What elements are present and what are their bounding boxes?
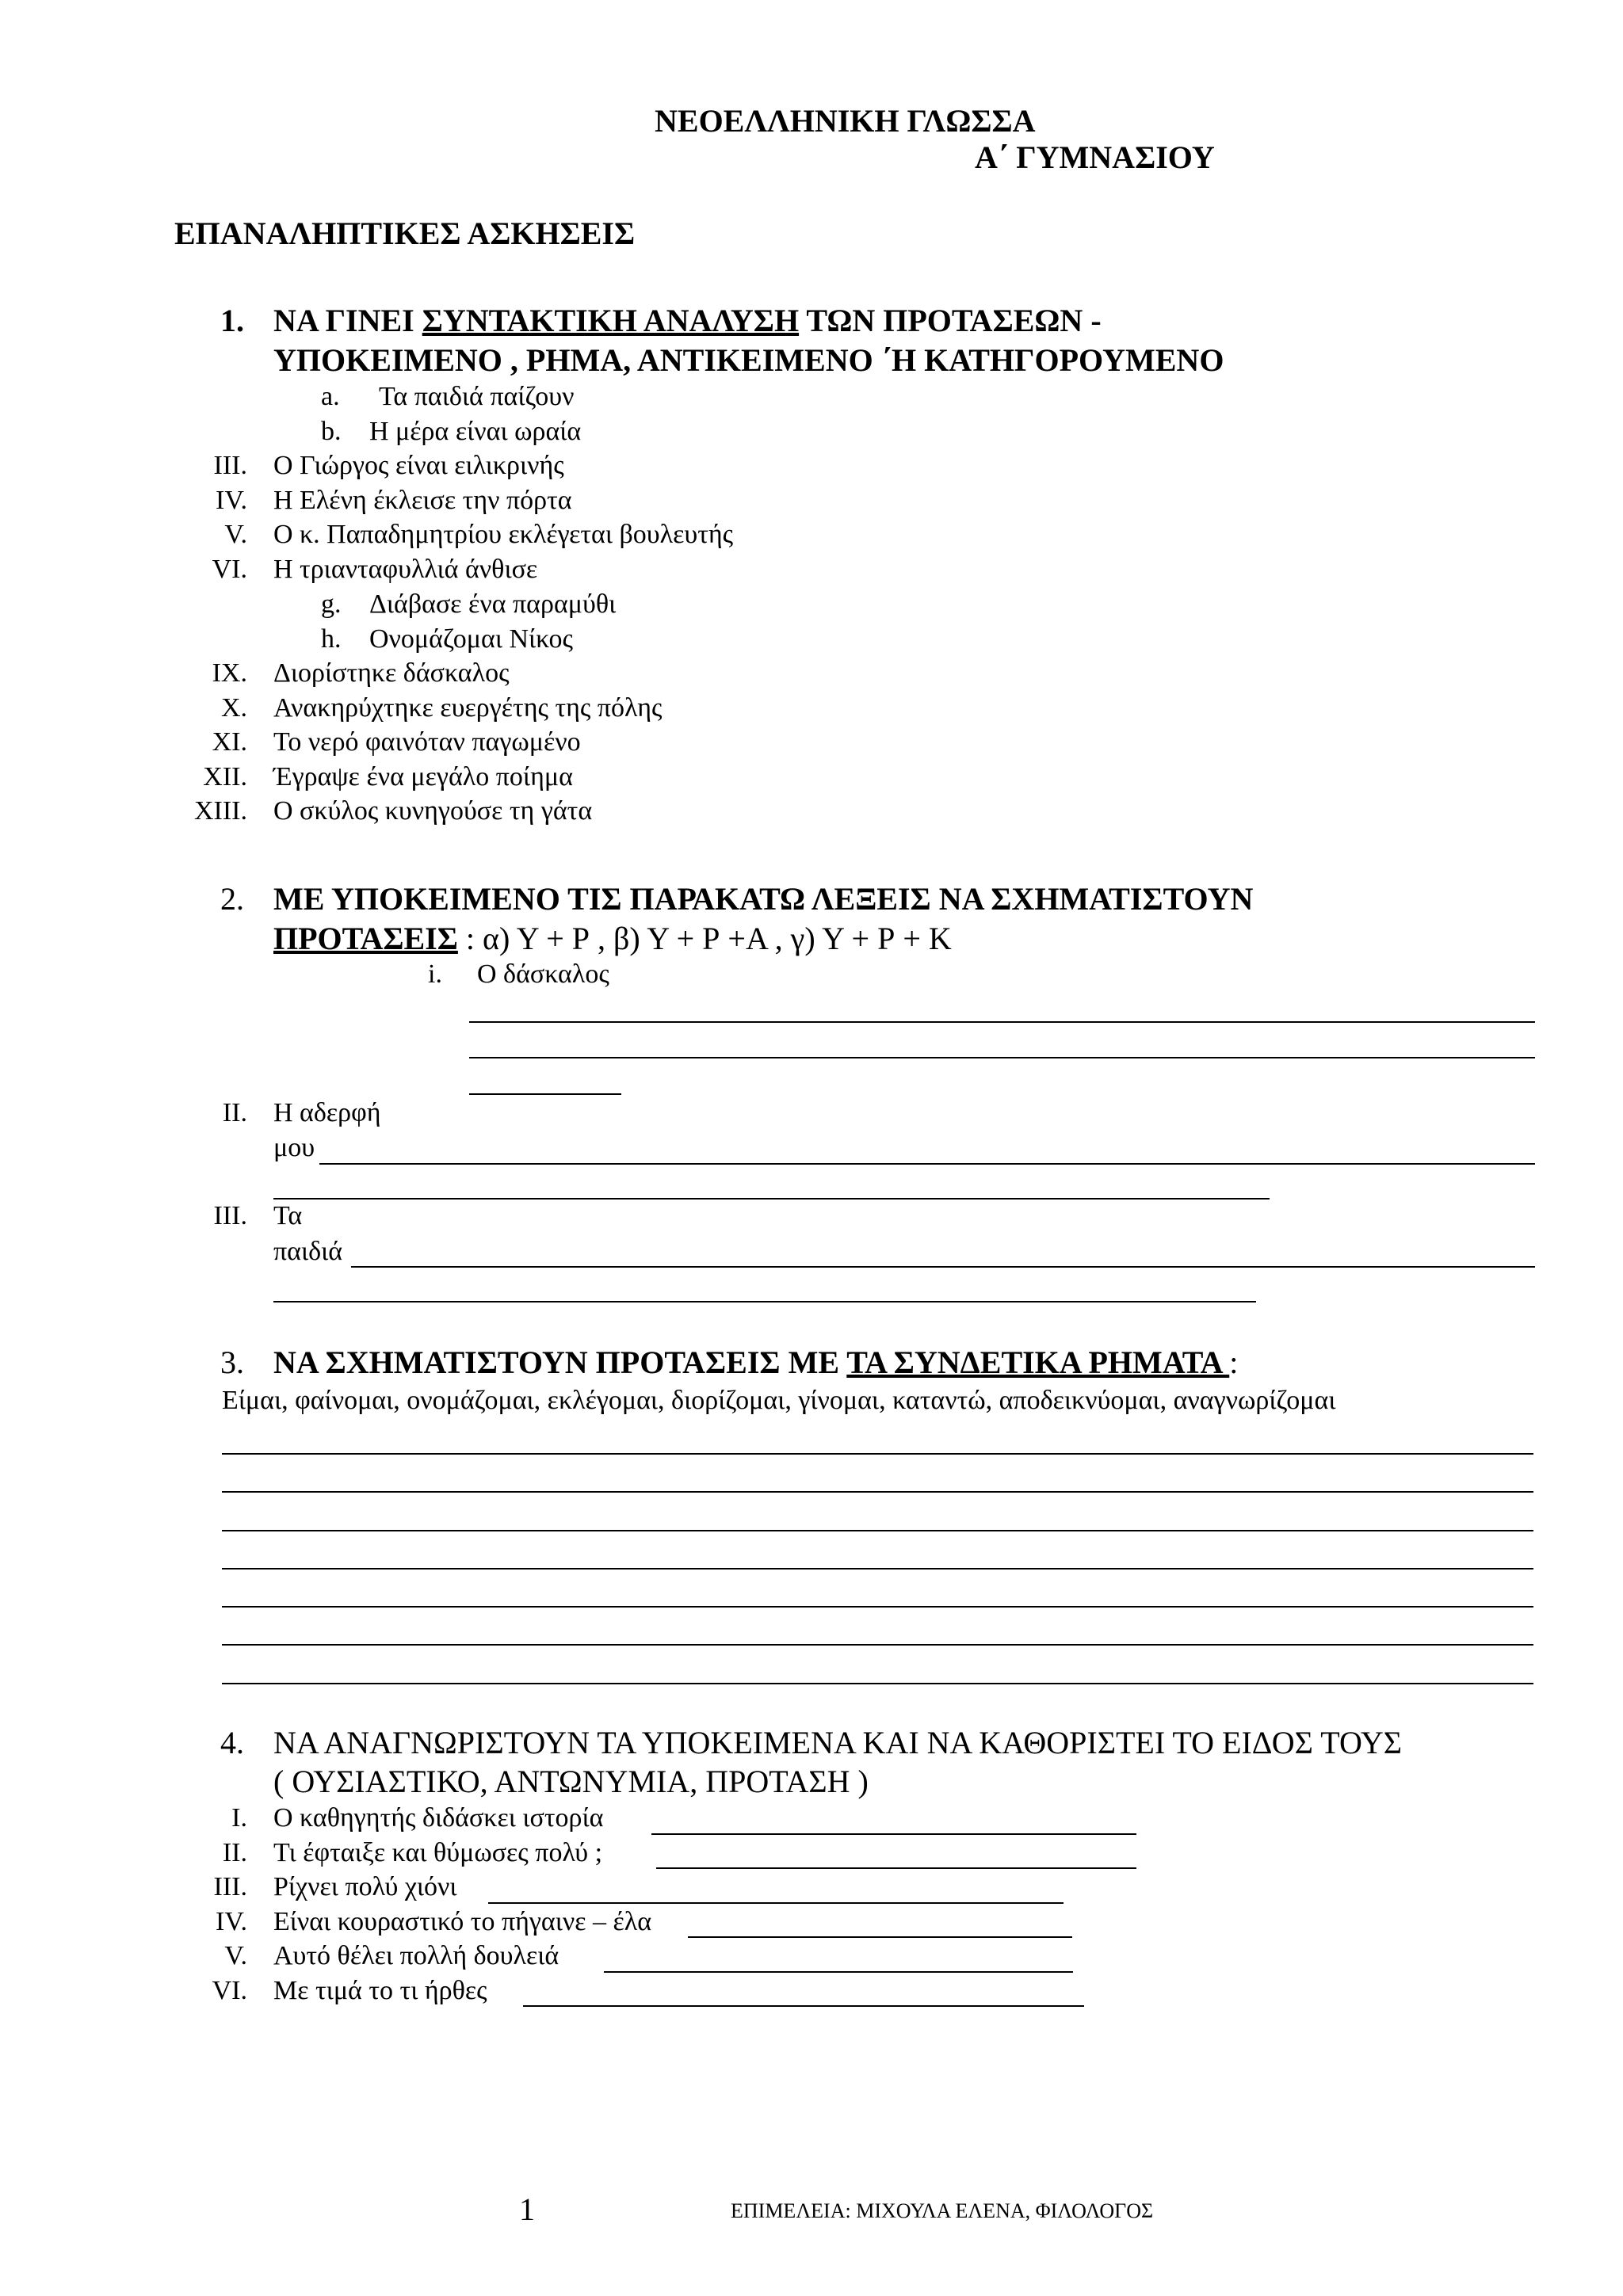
answer-line[interactable] xyxy=(222,1606,1533,1608)
footer-credit: ΕΠΙΜΕΛΕΙΑ: ΜΙΧΟΥΛΑ ΕΛΕΝΑ, ΦΙΛΟΛΟΓΟΣ xyxy=(731,2199,1154,2222)
answer-line[interactable] xyxy=(273,1301,1256,1302)
exercise-1-item-label: V. xyxy=(224,520,247,549)
answer-line[interactable] xyxy=(469,1093,621,1095)
exercise-4-item-label: II. xyxy=(222,1838,247,1867)
exercise-4-item-text: Ρίχνει πολύ χιόνι xyxy=(273,1872,457,1901)
answer-line[interactable] xyxy=(222,1453,1533,1455)
exercise-3-number: 3. xyxy=(220,1344,244,1380)
exercise-1-item-text: Διάβασε ένα παραμύθι xyxy=(369,589,617,619)
exercise-3-heading-underlined: ΤΑ ΣΥΝΔΕΤΙΚΑ ΡΗΜΑΤΑ xyxy=(846,1344,1230,1380)
answer-line[interactable] xyxy=(469,1021,1535,1023)
page-number: 1 xyxy=(519,2191,535,2227)
exercise-1-item-text: Η Ελένη έκλεισε την πόρτα xyxy=(273,486,572,515)
exercise-4-heading: ΝΑ ΑΝΑΓΝΩΡΙΣΤΟΥΝ ΤΑ ΥΠΟΚΕΙΜΕΝΑ ΚΑΙ ΝΑ ΚΑΘΟΡΙΣΤΕΙ ΤΟ ΕΙΔΟΣ ΤΟΥΣ xyxy=(273,1725,1403,1760)
exercise-4-number: 4. xyxy=(220,1725,244,1760)
exercise-1-item-label: XII. xyxy=(203,762,247,791)
exercise-1-item-text: Ο σκύλος κυνηγούσε τη γάτα xyxy=(273,796,593,826)
section-title: ΕΠΑΝΑΛΗΠΤΙΚΕΣ ΑΣΚΗΣΕΙΣ xyxy=(174,215,636,251)
answer-line[interactable] xyxy=(273,1198,1270,1199)
exercise-1-heading-part: ΤΩΝ ΠΡΟΤΑΣΕΩΝ - xyxy=(799,303,1102,338)
answer-line[interactable] xyxy=(222,1644,1533,1646)
exercise-2-heading: ΜΕ ΥΠΟΚΕΙΜΕΝΟ ΤΙΣ ΠΑΡΑΚΑΤΩ ΛΕΞΕΙΣ ΝΑ ΣΧΗΜΑΤΙΣΤΟΥΝ xyxy=(273,881,1254,917)
exercise-1-item-label: g. xyxy=(321,589,342,619)
exercise-1-item-text: Ανακηρύχτηκε ευεργέτης της πόλης xyxy=(273,693,663,723)
exercise-4-item-label: V. xyxy=(224,1941,247,1970)
exercise-2-number: 2. xyxy=(220,881,244,917)
answer-line[interactable] xyxy=(351,1266,1535,1268)
exercise-1-item-text: Ονομάζομαι Νίκος xyxy=(369,624,574,654)
exercise-1-item-text: Ο Γιώργος είναι ειλικρινής xyxy=(273,451,564,480)
exercise-2-item-label: i. xyxy=(428,959,442,989)
exercise-3-heading xyxy=(273,1344,1238,1381)
answer-line[interactable] xyxy=(222,1491,1533,1493)
answer-line[interactable] xyxy=(651,1833,1136,1835)
exercise-1-item-label: XI. xyxy=(212,727,247,757)
exercise-2-item-text: Ο δάσκαλος xyxy=(477,959,609,989)
grade-label: Α΄ ΓΥΜΝΑΣΙΟΥ xyxy=(975,139,1215,175)
exercise-3-heading-colon: : xyxy=(1229,1344,1239,1380)
exercise-1-item-label: IV. xyxy=(216,486,247,515)
exercise-1-item-text: Τα παιδιά παίζουν xyxy=(379,382,575,411)
exercise-1-item-text: Η μέρα είναι ωραία xyxy=(369,417,582,446)
exercise-4-item-text: Τι έφταιξε και θύμωσες πολύ ; xyxy=(273,1838,603,1867)
answer-line[interactable] xyxy=(604,1971,1073,1973)
exercise-4-item-text: Αυτό θέλει πολλή δουλειά xyxy=(273,1941,559,1970)
answer-line[interactable] xyxy=(319,1163,1535,1165)
exercise-2-item-text: μου xyxy=(273,1133,315,1162)
exercise-1-item-label: a. xyxy=(321,382,340,411)
exercise-1-item-text: Ο κ. Παπαδημητρίου εκλέγεται βουλευτής xyxy=(273,520,734,549)
exercise-1-heading-part: ΝΑ ΓΙΝΕΙ xyxy=(273,303,422,338)
exercise-2-item-text: παιδιά xyxy=(273,1237,343,1266)
answer-line[interactable] xyxy=(656,1867,1136,1869)
answer-line[interactable] xyxy=(469,1057,1535,1058)
answer-line[interactable] xyxy=(222,1568,1533,1569)
document-title: ΝΕΟΕΛΛΗΝΙΚΗ ΓΛΩΣΣΑ xyxy=(655,103,1036,139)
exercise-4-item-label: III. xyxy=(213,1872,247,1901)
answer-line[interactable] xyxy=(222,1683,1533,1684)
exercise-3-verb-list: Είμαι, φαίνομαι, ονομάζομαι, εκλέγομαι, διορίζομαι, γίνομαι, καταντώ, αποδεικνύομαι, αναγνωρίζομαι xyxy=(222,1386,1336,1415)
exercise-3-heading-bold: ΝΑ ΣΧΗΜΑΤΙΣΤΟΥΝ ΠΡΟΤΑΣΕΙΣ ΜΕ xyxy=(273,1344,847,1380)
exercise-4-item-label: VI. xyxy=(212,1976,247,2005)
answer-line[interactable] xyxy=(523,2005,1084,2007)
exercise-2-item-text: Η αδερφή xyxy=(273,1098,381,1127)
answer-line[interactable] xyxy=(488,1902,1064,1904)
exercise-1-item-text: Η τριανταφυλλιά άνθισε xyxy=(273,555,538,584)
exercise-2-item-label: III. xyxy=(213,1201,247,1230)
exercise-1-item-label: h. xyxy=(321,624,342,654)
exercise-1-item-label: XIII. xyxy=(193,796,247,826)
exercise-4-item-text: Ο καθηγητής διδάσκει ιστορία xyxy=(273,1803,604,1833)
exercise-1-item-label: IX. xyxy=(212,658,247,688)
exercise-1-heading-underlined: ΣΥΝΤΑΚΤΙΚΗ ΑΝΑΛΥΣΗ xyxy=(422,303,800,338)
exercise-1-item-text: Το νερό φαινόταν παγωμένο xyxy=(273,727,581,757)
exercise-1-item-text: Έγραψε ένα μεγάλο ποίημα xyxy=(273,762,573,791)
exercise-1-item-label: III. xyxy=(213,451,247,480)
exercise-1-number: 1. xyxy=(220,303,244,338)
exercise-2-heading-formula: : α) Υ + Ρ , β) Υ + Ρ +Α , γ) Υ + Ρ + Κ xyxy=(457,921,952,956)
exercise-1-item-label: b. xyxy=(321,417,342,446)
exercise-2-item-label: II. xyxy=(222,1098,247,1127)
exercise-4-heading-line2: ( ΟΥΣΙΑΣΤΙΚΟ, ΑΝΤΩΝΥΜΙΑ, ΠΡΟΤΑΣΗ ) xyxy=(273,1764,869,1799)
exercise-2-heading-line2 xyxy=(273,921,952,957)
exercise-1-heading-line2: ΥΠΟΚΕΙΜΕΝΟ , ΡΗΜΑ, ΑΝΤΙΚΕΙΜΕΝΟ ΄Η ΚΑΤΗΓΟΡΟΥΜΕΝΟ xyxy=(273,342,1224,378)
exercise-1-item-label: X. xyxy=(220,693,247,723)
exercise-2-item-text: Τα xyxy=(273,1201,303,1230)
answer-line[interactable] xyxy=(222,1530,1533,1531)
exercise-4-item-label: IV. xyxy=(216,1907,247,1936)
exercise-1-item-text: Διορίστηκε δάσκαλος xyxy=(273,658,510,688)
exercise-1-heading xyxy=(273,303,1102,339)
exercise-1-item-label: VI. xyxy=(212,555,247,584)
exercise-4-item-text: Με τιμά το τι ήρθες xyxy=(273,1976,487,2005)
exercise-2-heading-bold: ΠΡΟΤΑΣΕΙΣ xyxy=(273,921,458,956)
exercise-4-item-text: Είναι κουραστικό το πήγαινε – έλα xyxy=(273,1907,652,1936)
answer-line[interactable] xyxy=(688,1936,1072,1938)
exercise-4-item-label: I. xyxy=(231,1803,247,1833)
